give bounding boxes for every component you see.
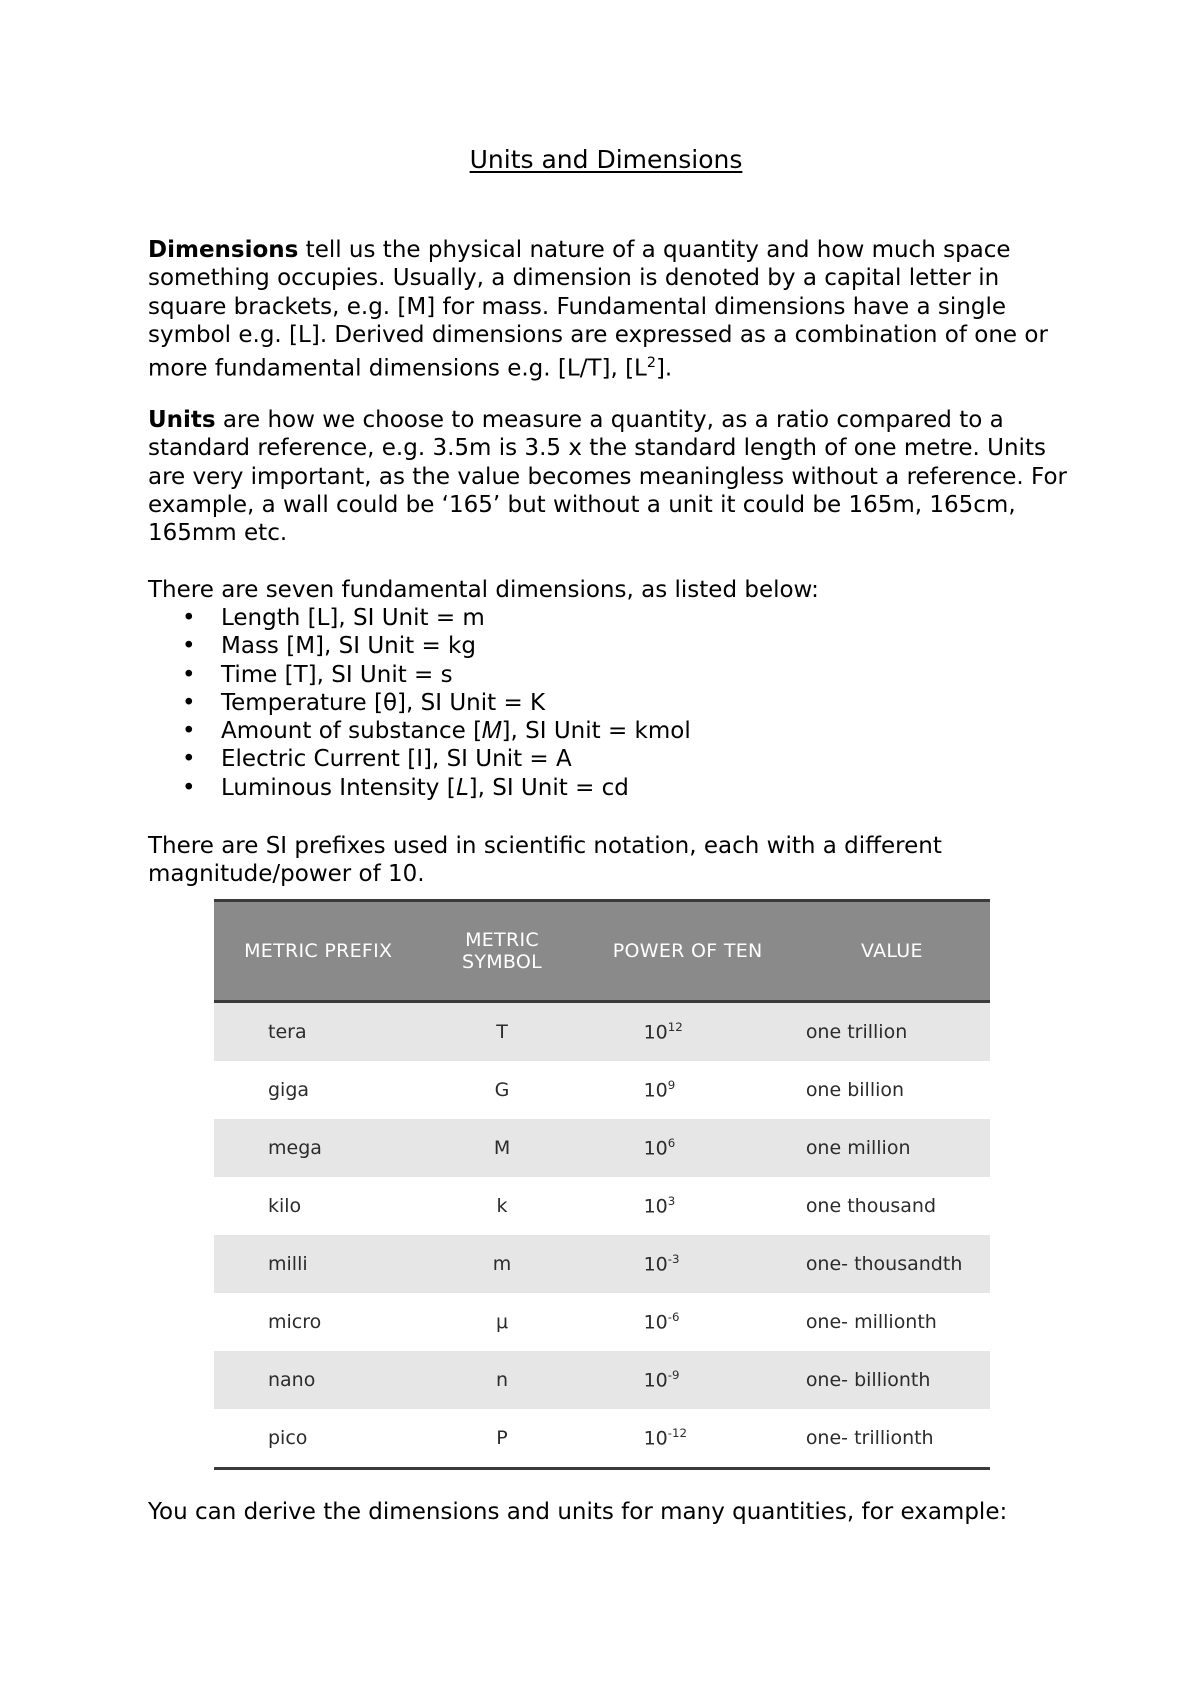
symbol-cell: M <box>422 1119 581 1177</box>
bullet-icon: • <box>182 633 196 660</box>
power-base: 10 <box>643 1369 668 1392</box>
si-prefix-table <box>214 899 990 1470</box>
fundamental-dimensions-list <box>148 604 691 802</box>
prefix-cell: milli <box>214 1235 422 1293</box>
page-title: Units and Dimensions <box>469 145 743 174</box>
bullet-icon: • <box>182 605 196 631</box>
table-row <box>214 1409 990 1469</box>
table-row <box>214 1177 990 1235</box>
symbol-cell: T <box>422 1002 581 1062</box>
table-row <box>214 1235 990 1293</box>
prefix-cell: micro <box>268 1311 322 1333</box>
prefix-cell: tera <box>214 1002 422 1062</box>
header-metric-symbol: METRIC SYMBOL <box>422 901 581 1002</box>
power-base: 10 <box>643 1021 668 1044</box>
bullet-icon: • <box>182 661 196 688</box>
prefix-cell: pico <box>268 1427 308 1449</box>
value-cell: one- millionth <box>805 1311 937 1333</box>
power-base: 10 <box>643 1253 668 1276</box>
value-cell: one- thousandth <box>794 1235 990 1293</box>
bullet-icon: • <box>182 718 196 745</box>
list-item-text: Amount of substance [𝑀], SI Unit = kmol <box>221 718 691 745</box>
symbol-cell: k <box>496 1195 508 1217</box>
power-base: 10 <box>643 1427 668 1450</box>
dimensions-term: Dimensions <box>148 237 299 263</box>
power-base: 10 <box>643 1079 668 1102</box>
list-item-text: Temperature [θ], SI Unit = K <box>221 689 546 716</box>
power-cell <box>582 1235 794 1293</box>
header-value: VALUE <box>794 901 990 1002</box>
prefix-intro: There are SI prefixes used in scientific notation, each with a different magnitude/power of 10. <box>148 833 942 888</box>
power-cell <box>582 1002 794 1062</box>
bullet-icon: • <box>182 689 196 716</box>
header-power-of-ten: POWER OF TEN <box>582 901 794 1002</box>
power-base: 10 <box>643 1195 668 1218</box>
power-cell <box>582 1177 794 1235</box>
units-text: are how we choose to measure a quantity, as a ratio compared to a standard reference, e.g. 3.5m is 3.5 x the standard length of one metre. Units are very important, as the value becomes meaningless without a reference. For example, a wall could be ‘165’ but without a unit it could be 165m, 165cm, 165mm etc. <box>148 407 1067 547</box>
list-item <box>148 745 691 773</box>
power-cell <box>582 1293 794 1351</box>
power-exponent: 3 <box>667 1194 676 1209</box>
value-cell: one billion <box>805 1079 905 1101</box>
table-row <box>214 1351 990 1409</box>
power-exponent: -3 <box>667 1252 680 1267</box>
power-cell <box>582 1409 794 1469</box>
dimensions-paragraph <box>148 236 1078 383</box>
units-paragraph <box>148 406 1078 547</box>
symbol-cell: μ <box>495 1311 509 1333</box>
list-item <box>148 632 691 660</box>
list-item-text: Time [T], SI Unit = s <box>221 661 453 688</box>
value-cell: one thousand <box>805 1195 937 1217</box>
table-row <box>214 1119 990 1177</box>
power-cell <box>582 1351 794 1409</box>
power-exponent: -9 <box>667 1368 680 1383</box>
fundamental-intro: There are seven fundamental dimensions, as listed below: <box>148 577 819 603</box>
symbol-cell: P <box>496 1427 508 1449</box>
symbol-cell: n <box>422 1351 581 1409</box>
prefix-cell: nano <box>214 1351 422 1409</box>
list-item <box>148 604 691 632</box>
prefix-cell: giga <box>268 1079 310 1101</box>
header-metric-prefix: METRIC PREFIX <box>214 901 422 1002</box>
table-row <box>214 1061 990 1119</box>
value-cell: one- trillionth <box>805 1427 934 1449</box>
value-cell: one trillion <box>794 1002 990 1062</box>
table-row <box>214 1293 990 1351</box>
power-base: 10 <box>643 1311 668 1334</box>
bullet-icon: • <box>182 774 196 801</box>
power-exponent: 12 <box>667 1020 683 1035</box>
derive-intro: You can derive the dimensions and units for many quantities, for example: <box>148 1499 1008 1525</box>
power-exponent: -12 <box>667 1426 687 1441</box>
power-base: 10 <box>643 1137 668 1160</box>
dimensions-superscript: 2 <box>646 355 656 372</box>
power-cell <box>582 1061 794 1119</box>
list-item <box>148 689 691 717</box>
bullet-icon: • <box>182 746 196 773</box>
value-cell: one million <box>794 1119 990 1177</box>
list-item <box>148 661 691 689</box>
units-term: Units <box>148 407 216 433</box>
symbol-cell: m <box>422 1235 581 1293</box>
list-item <box>148 774 691 802</box>
table-header-row <box>214 901 990 1002</box>
list-item-text: Length [L], SI Unit = m <box>221 605 485 631</box>
power-exponent: 9 <box>667 1078 676 1093</box>
prefix-cell: mega <box>214 1119 422 1177</box>
power-exponent: 6 <box>667 1136 676 1151</box>
prefix-cell: kilo <box>268 1195 302 1217</box>
list-item-text: Mass [M], SI Unit = kg <box>221 633 476 660</box>
power-cell <box>582 1119 794 1177</box>
list-item-text: Electric Current [I], SI Unit = A <box>221 746 572 773</box>
table-row <box>214 1002 990 1062</box>
value-cell: one- billionth <box>794 1351 990 1409</box>
power-exponent: -6 <box>667 1310 680 1325</box>
dimensions-text-end: ]. <box>655 355 673 382</box>
symbol-cell: G <box>494 1079 510 1101</box>
dimensions-text: tell us the physical nature of a quantity and how much space something occupies. Usually, a dimension is denoted by a capital letter in square brackets, e.g. [M] for mass. Fundamental dimensions have a single symbol e.g. [L]. Derived dimensions are expressed as a combination of one or more fundamental dimensions e.g. [L/T], [L <box>148 237 1048 382</box>
list-item-text: Luminous Intensity [𝐿], SI Unit = cd <box>221 774 629 801</box>
list-item <box>148 717 691 745</box>
